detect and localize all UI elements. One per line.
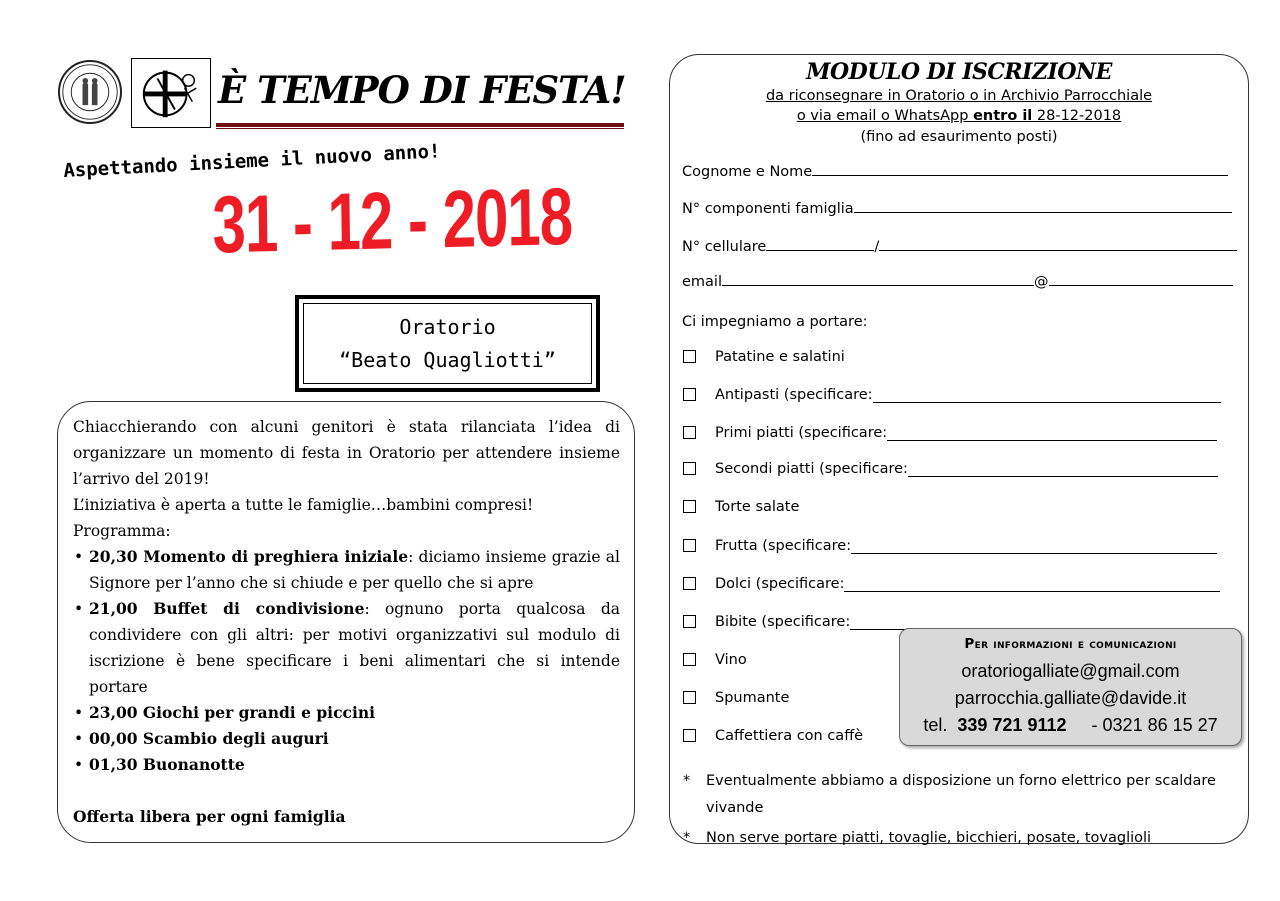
form-subtitle-2c: 28-12-2018: [1032, 108, 1122, 124]
venue-inner: [303, 303, 592, 384]
item-label: Caffettiera con caffè: [715, 728, 864, 744]
name-field-line[interactable]: [812, 162, 1228, 176]
phone-field[interactable]: [682, 237, 1237, 255]
item-bibite[interactable]: [683, 614, 910, 630]
form-subtitle-1: da riconsegnare in Oratorio o in Archivio Parrocchiale: [765, 88, 1153, 104]
offer-text: Offerta libera per ogni famiglia: [73, 807, 346, 826]
program-item: [89, 752, 620, 778]
form-subtitle-2b: entro il: [973, 108, 1033, 124]
oratorio-logo: [131, 58, 211, 128]
checkbox[interactable]: [683, 462, 696, 475]
note-oven-text: Eventualmente abbiamo a disposizione un forno elettrico per scaldare vivande: [706, 773, 1216, 816]
program-list: [73, 544, 620, 778]
contact-heading: Per informazioni e comunicazioni: [964, 636, 1177, 652]
item-vino[interactable]: [683, 652, 747, 668]
program-item-title: 23,00 Giochi per grandi e piccini: [89, 703, 375, 722]
item-secondi[interactable]: [683, 461, 1218, 477]
item-label: Vino: [715, 652, 747, 668]
item-dolci[interactable]: [683, 576, 1220, 592]
info-text: [73, 414, 620, 778]
program-item: [89, 544, 620, 596]
checkbox[interactable]: [683, 653, 696, 666]
item-spec-line[interactable]: [908, 463, 1218, 477]
event-date: 31 - 12 - 2018: [211, 171, 573, 271]
email-field-label: email: [682, 274, 722, 290]
name-field[interactable]: [682, 162, 1228, 180]
venue-box: [295, 295, 600, 392]
item-spec-line[interactable]: [887, 427, 1217, 441]
contact-email-1[interactable]: oratoriogalliate@gmail.com: [961, 661, 1180, 681]
program-label: Programma:: [73, 522, 171, 540]
contact-phones: [900, 715, 1241, 736]
program-item: [89, 700, 620, 726]
page-title: È TEMPO DI FESTA!: [218, 68, 626, 112]
note-dishes: [683, 825, 1248, 852]
phone-separator: /: [874, 239, 880, 255]
subtitle: Aspettando insieme il nuovo anno!: [62, 140, 441, 182]
item-antipasti[interactable]: [683, 387, 1221, 403]
item-label: Primi piatti (specificare:: [715, 425, 888, 441]
members-field-label: N° componenti famiglia: [682, 201, 854, 217]
checkbox[interactable]: [683, 729, 696, 742]
members-field[interactable]: [682, 199, 1232, 217]
bring-label: Ci impegniamo a portare:: [682, 314, 868, 330]
checkbox[interactable]: [683, 577, 696, 590]
program-item-title: 01,30 Buonanotte: [89, 755, 245, 774]
form-subtitle-2a: o via email o WhatsApp: [796, 108, 974, 124]
item-patatine[interactable]: [683, 349, 845, 365]
item-spumante[interactable]: [683, 690, 789, 706]
checkbox[interactable]: [683, 615, 696, 628]
program-item: [89, 596, 620, 700]
item-label: Bibite (specificare:: [715, 614, 851, 630]
checkbox[interactable]: [683, 350, 696, 363]
phone-number-line[interactable]: [879, 237, 1237, 251]
title-underline: [216, 123, 624, 127]
info-intro: Chiacchierando con alcuni genitori è stata rilanciata l’idea di organizzare un momento di festa in Oratorio per attendere insieme l’arrivo del 2019!: [73, 418, 620, 488]
info-box: [57, 401, 635, 843]
venue-line-1: Oratorio: [399, 314, 496, 339]
item-label: Spumante: [715, 690, 790, 706]
item-frutta[interactable]: [683, 538, 1217, 554]
note-asterisk: *: [683, 830, 691, 846]
tel-label: tel.: [923, 715, 948, 735]
program-item-title: 21,00 Buffet di condivisione: [89, 599, 365, 618]
contact-email-2[interactable]: parrocchia.galliate@davide.it: [954, 688, 1187, 708]
email-domain-line[interactable]: [1049, 272, 1233, 286]
item-spec-line[interactable]: [851, 540, 1217, 554]
item-spec-line[interactable]: [873, 389, 1221, 403]
phone-prefix-line[interactable]: [766, 237, 874, 251]
info-open: L’iniziativa è aperta a tutte le famiglie…bambini compresi!: [73, 496, 534, 514]
checkbox[interactable]: [683, 388, 696, 401]
item-torte[interactable]: [683, 499, 799, 515]
checkbox[interactable]: [683, 539, 696, 552]
contact-box: [899, 628, 1242, 746]
program-item: [89, 726, 620, 752]
item-primi[interactable]: [683, 425, 1217, 441]
note-dishes-text: Non serve portare piatti, tovaglie, bicchieri, posate, tovaglioli: [706, 830, 1152, 846]
item-spec-line[interactable]: [844, 578, 1220, 592]
program-item-title: 20,30 Momento di preghiera iniziale: [89, 547, 409, 566]
checkbox[interactable]: [683, 426, 696, 439]
email-user-line[interactable]: [722, 272, 1034, 286]
item-label: Patatine e salatini: [715, 349, 845, 365]
phone-field-label: N° cellulare: [682, 239, 767, 255]
item-spec-line[interactable]: [850, 616, 910, 630]
form-subtitle-3: (fino ad esaurimento posti): [860, 129, 1058, 145]
tel-mobile[interactable]: 339 721 9112: [957, 715, 1067, 735]
checkbox[interactable]: [683, 691, 696, 704]
members-field-line[interactable]: [854, 199, 1232, 213]
tel-landline[interactable]: 0321 86 15 27: [1102, 715, 1218, 735]
checkbox[interactable]: [683, 500, 696, 513]
item-caffettiera[interactable]: [683, 728, 863, 744]
program-item-text: : diciamo insieme grazie al Signore per l’anno che si chiude e per quello che si apre: [89, 548, 620, 592]
item-label: Frutta (specificare:: [715, 538, 852, 554]
email-at-sign: @: [1034, 274, 1049, 290]
tel-separator: -: [1091, 715, 1098, 735]
note-asterisk: *: [683, 773, 691, 789]
item-label: Antipasti (specificare:: [715, 387, 873, 403]
item-label: Secondi piatti (specificare:: [715, 461, 908, 477]
note-oven: [683, 768, 1248, 822]
program-item-text: : ognuno porta qualcosa da condividere con gli altri: per motivi organizzativi sul modulo di iscrizione è bene specificare i beni alimentari che si intende portare: [89, 600, 620, 696]
name-field-label: Cognome e Nome: [682, 164, 813, 180]
item-label: Torte salate: [715, 499, 800, 515]
title-underline-thin: [216, 128, 624, 129]
item-label: Dolci (specificare:: [715, 576, 845, 592]
form-title: MODULO DI ISCRIZIONE: [806, 59, 1112, 85]
parish-seal-logo: [58, 60, 122, 124]
form-subtitle-2: [669, 108, 1249, 124]
program-item-title: 00,00 Scambio degli auguri: [89, 729, 329, 748]
venue-line-2: “Beato Quagliotti”: [339, 347, 556, 372]
email-field[interactable]: [682, 272, 1233, 290]
